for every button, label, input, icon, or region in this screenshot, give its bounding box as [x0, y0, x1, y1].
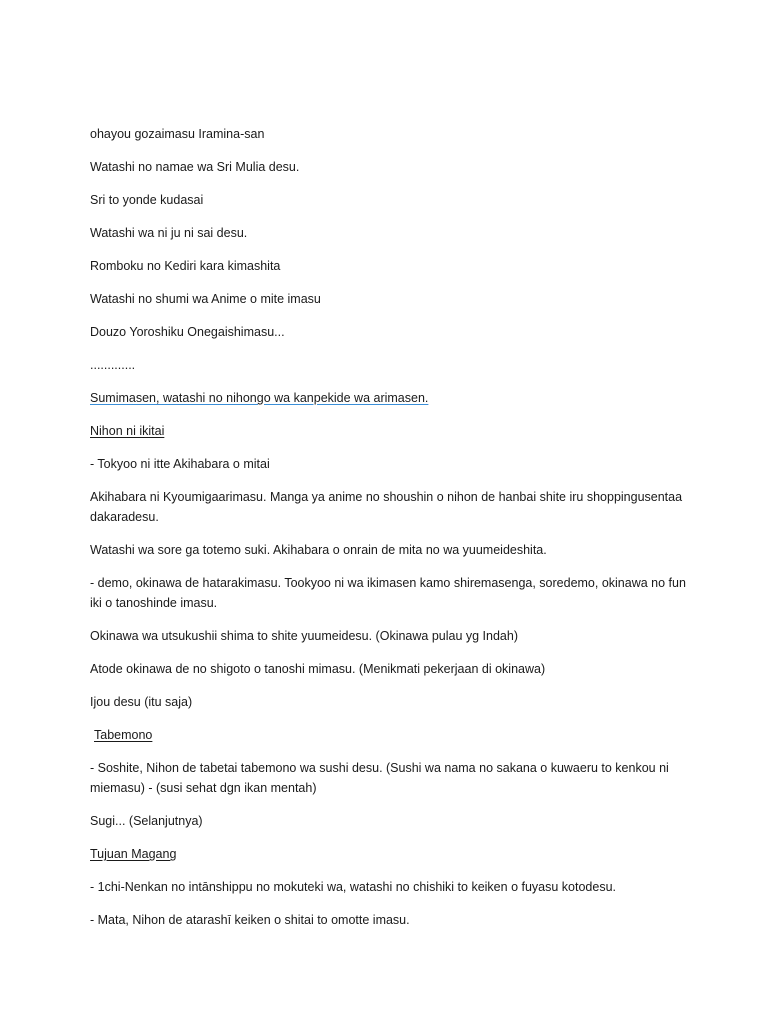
- closing-line: Douzo Yoroshiku Onegaishimasu...: [90, 325, 285, 339]
- origin-line: Romboku no Kediri kara kimashita: [90, 259, 281, 273]
- new-experience-line: - Mata, Nihon de atarashī keiken o shitai to omotte imasu.: [90, 913, 410, 927]
- next-line: Sugi... (Selanjutnya): [90, 814, 203, 828]
- sushi-paragraph: - Soshite, Nihon de tabetai tabemono wa sushi desu. (Sushi wa nama no sakana o kuwaeru to kenkou ni miemasu) - (susi sehat dgn ikan mentah): [90, 761, 669, 795]
- ijou-line: Ijou desu (itu saja): [90, 695, 193, 709]
- separator-dots: .............: [90, 358, 136, 372]
- apology-text: Sumimasen, watashi no nihongo wa kanpekide wa arimasen.: [90, 391, 429, 405]
- section-heading-tujuan: Tujuan Magang: [90, 847, 177, 861]
- internship-goal-line: - 1chi-Nenkan no intānshippu no mokuteki wa, watashi no chishiki to keiken o fuyasu kotodesu.: [90, 880, 616, 894]
- okinawa-island-line: Okinawa wa utsukushii shima to shite yuumeidesu. (Okinawa pulau yg Indah): [90, 629, 518, 643]
- document-body: [90, 124, 690, 943]
- name-line: Watashi no namae wa Sri Mulia desu.: [90, 160, 300, 174]
- akihabara-online-line: Watashi wa sore ga totemo suki. Akihabara o onrain de mita no wa yuumeideshita.: [90, 543, 547, 557]
- apology-line: [90, 388, 690, 408]
- section-heading-tabemono: Tabemono: [94, 728, 153, 742]
- okinawa-job-line: Atode okinawa de no shigoto o tanoshi mimasu. (Menikmati pekerjaan di okinawa): [90, 662, 546, 676]
- nickname-line: Sri to yonde kudasai: [90, 193, 204, 207]
- tokyo-line: - Tokyoo ni itte Akihabara o mitai: [90, 457, 270, 471]
- hobby-line: Watashi no shumi wa Anime o mite imasu: [90, 292, 321, 306]
- okinawa-work-paragraph: - demo, okinawa de hatarakimasu. Tookyoo ni wa ikimasen kamo shiremasenga, soredemo, okinawa no fun iki o tanoshinde imasu.: [90, 576, 686, 610]
- akihabara-paragraph: Akihabara ni Kyoumigaarimasu. Manga ya anime no shoushin o nihon de hanbai shite iru shoppingusentaa dakaradesu.: [90, 490, 683, 524]
- age-line: Watashi wa ni ju ni sai desu.: [90, 226, 248, 240]
- greeting-line: ohayou gozaimasu Iramina-san: [90, 127, 265, 141]
- section-heading-nihon: Nihon ni ikitai: [90, 424, 165, 438]
